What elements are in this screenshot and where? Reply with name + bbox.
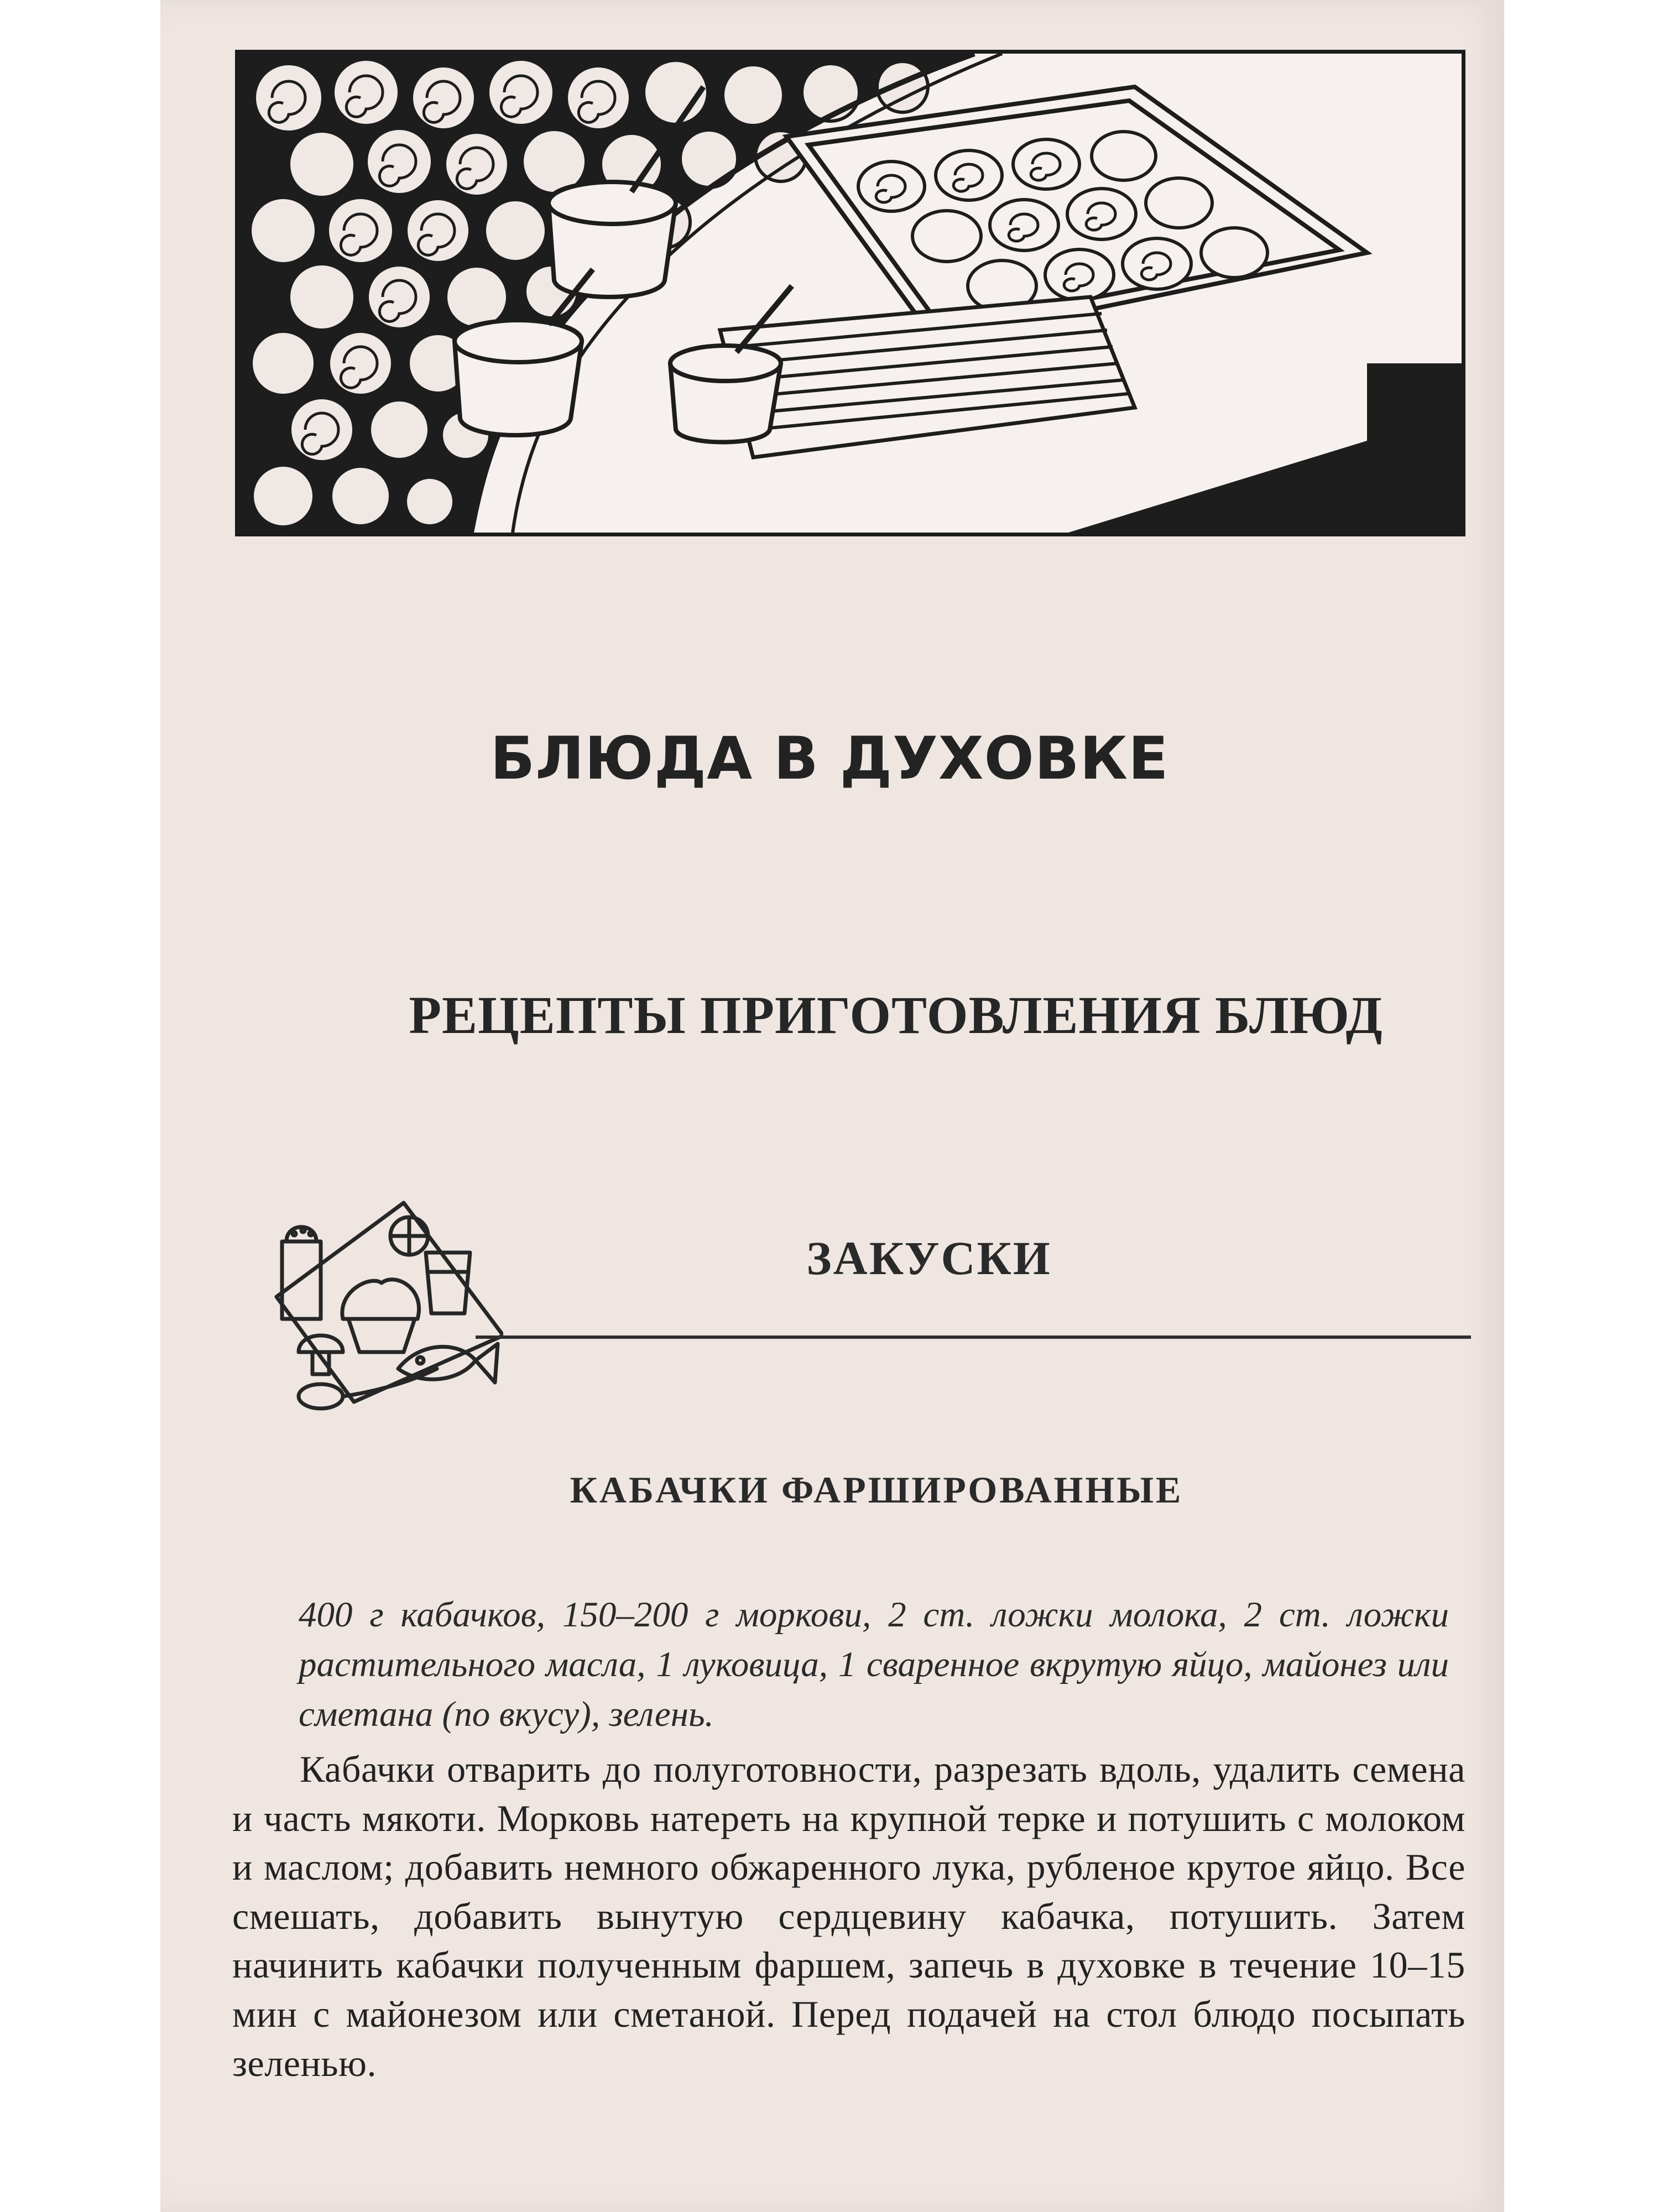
category-title: ЗАКУСКИ [806, 1232, 1052, 1285]
recipe-title: КАБАЧКИ ФАРШИРОВАННЫЕ [570, 1469, 1183, 1511]
snacks-illustration-icon [260, 1170, 503, 1413]
subsection-title: РЕЦЕПТЫ ПРИГОТОВЛЕНИЯ БЛЮД [409, 985, 1383, 1045]
food-table-illustration-icon [235, 50, 1465, 536]
section-title: БЛЮДА В ДУХОВКЕ [490, 724, 1169, 792]
recipe-instructions: Кабачки отварить до полуготовности, разрезать вдоль, удалить семена и часть мякоти. Морковь натереть на крупной терке и потушить с молоком и маслом; добавить немного обжаренного лука, рубленое крутое яйцо. Все смешать, добавить вынутую сердцевину кабачка, потушить. Затем начинить кабачки полученным фаршем, запечь в духовке в течение 10–15 мин с майонезом или сметаной. Перед подачей на стол блюдо посыпать зеленью. [232, 1748, 1465, 2084]
recipe-ingredients: 400 г кабачков, 150–200 г моркови, 2 ст. ложки молока, 2 ст. ложки растительного масла, 1 луковица, 1 сваренное вкрутую яйцо, майонез или сметана (по вкусу), зелень. [299, 1595, 1449, 1734]
divider-line [476, 1335, 1471, 1339]
